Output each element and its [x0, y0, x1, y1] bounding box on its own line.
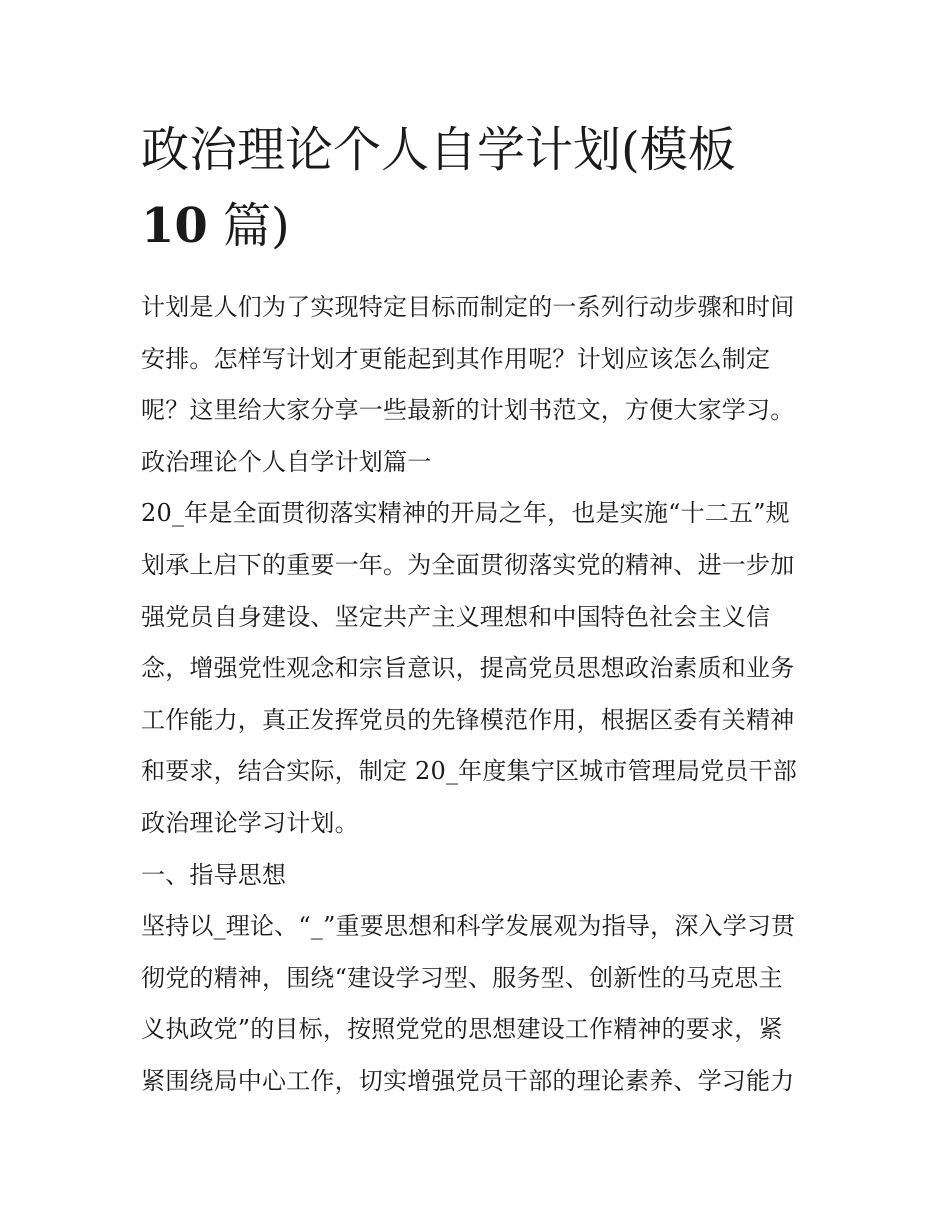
body-line: 划承上启下的重要一年。为全面贯彻落实党的精神、进一步加 [141, 550, 795, 579]
title-count: 10 [141, 198, 208, 254]
document-page [141, 112, 821, 1108]
body-line: 义执政党”的目标，按照党党的思想建设工作精神的要求，紧 [141, 1015, 783, 1044]
body-line: 呢？这里给大家分享一些最新的计划书范文，方便大家学习。 [141, 396, 795, 425]
document-body [141, 282, 821, 1108]
title-suffix: 篇) [207, 198, 290, 254]
body-line: 念，增强党性观念和宗旨意识，提高党员思想政治素质和业务 [141, 654, 795, 683]
body-line: 工作能力，真正发挥党员的先锋模范作用，根据区委有关精神 [141, 705, 795, 734]
body-line: 20_年是全面贯彻落实精神的开局之年，也是实施“十二五”规 [141, 499, 790, 528]
title-line-1: 政治理论个人自学计划(模板 [141, 122, 736, 178]
body-line: 和要求，结合实际，制定 20_年度集宁区城市管理局党员干部 [141, 757, 797, 786]
body-line: 计划是人们为了实现特定目标而制定的一系列行动步骤和时间 [141, 293, 795, 321]
body-line: 政治理论学习计划。 [141, 808, 359, 837]
section-heading: 政治理论个人自学计划篇一 [141, 447, 432, 476]
title-line-2 [141, 188, 821, 264]
body-line: 强党员自身建设、坚定共产主义理想和中国特色社会主义信 [141, 602, 771, 631]
body-line: 彻党的精神，围绕“建设学习型、服务型、创新性的马克思主 [141, 963, 783, 992]
document-title [141, 112, 821, 264]
body-line: 紧围绕局中心工作，切实增强党员干部的理论素养、学习能力 [141, 1066, 795, 1095]
body-line: 安排。怎样写计划才更能起到其作用呢？计划应该怎么制定 [141, 344, 771, 373]
body-line: 坚持以_理论、“_”重要思想和科学发展观为指导，深入学习贯 [141, 912, 796, 941]
section-heading: 一、指导思想 [141, 860, 287, 889]
